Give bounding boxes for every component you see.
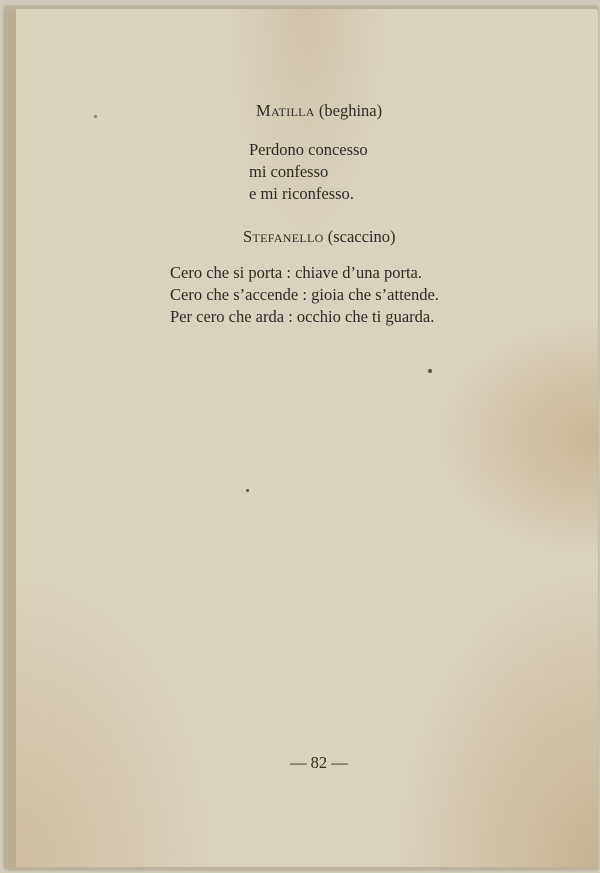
verse-line: Per cero che arda : occhio che ti guarda.: [170, 307, 435, 326]
verse-line: Cero che s’accende : gioia che s’attende.: [170, 285, 439, 304]
ink-speck: [428, 369, 432, 373]
speaker-name: Stefanello: [243, 227, 324, 246]
book-page: [16, 9, 598, 867]
speaker-heading-stefanello: [243, 227, 396, 247]
speaker-role: (scaccino): [327, 227, 396, 246]
verse-left: Per cero che arda: [170, 307, 285, 326]
verse-line: mi confesso: [249, 162, 329, 181]
verse-right: gioia che s’attende.: [311, 285, 439, 304]
speaker-role: (beghina): [318, 101, 383, 120]
page-number: — 82 —: [290, 753, 348, 772]
speaker-heading-matilla: [256, 101, 382, 121]
verse-line: e mi riconfesso.: [249, 184, 354, 203]
ink-speck: [94, 115, 97, 118]
verse-left: Cero che s’accende: [170, 285, 299, 304]
verse-line: Perdono concesso: [249, 140, 368, 159]
verse-right: occhio che ti guarda.: [296, 307, 435, 326]
verse-right: chiave d’una porta.: [295, 263, 423, 282]
verse-left: Cero che si porta: [170, 263, 283, 282]
verse-line: Cero che si porta : chiave d’una porta.: [170, 263, 423, 282]
ink-speck: [246, 489, 249, 492]
speaker-name: Matilla: [256, 101, 315, 120]
